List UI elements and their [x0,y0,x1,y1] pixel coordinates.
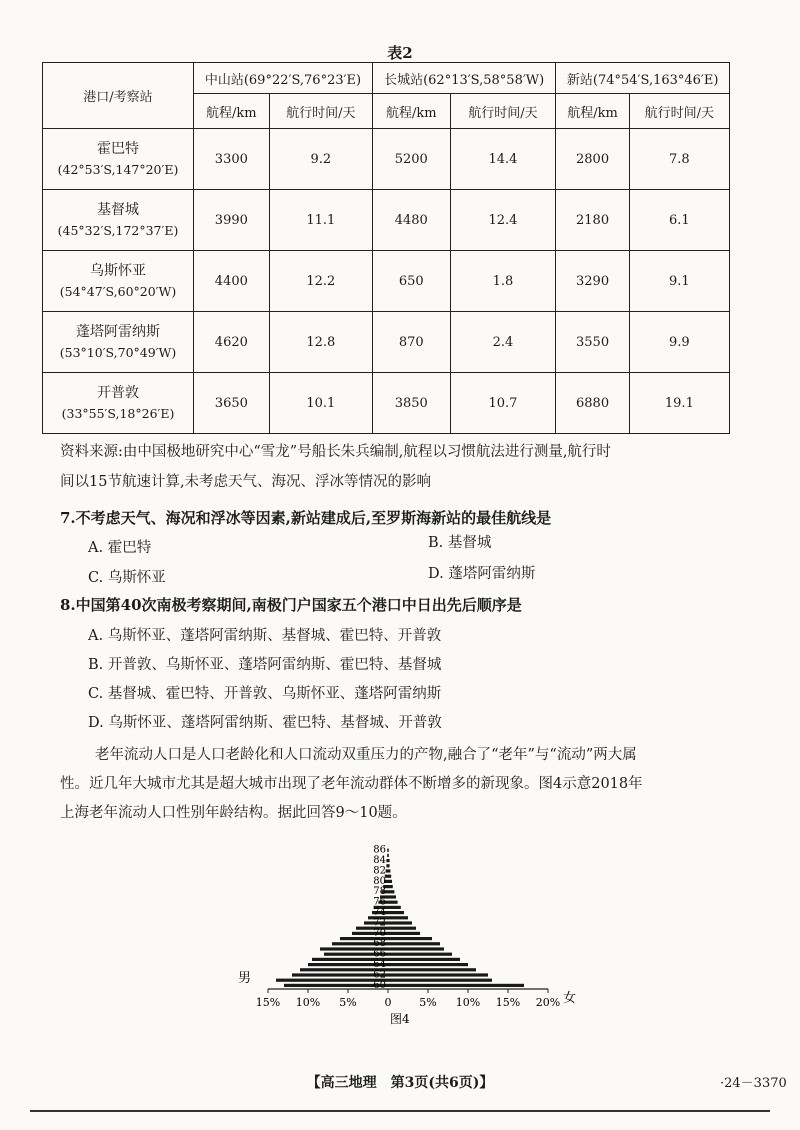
age-tick-label: 76 [373,896,386,908]
subheader-distance: 航程/km [556,94,629,129]
female-bar [388,921,412,924]
female-bar [388,864,390,867]
age-tick-label: 74 [373,907,386,918]
table-cell: 12.4 [450,190,556,251]
table-cell: 14.4 [450,129,556,190]
x-tick-label: 15% [255,996,281,1009]
table-cell: 19.1 [629,373,729,434]
table-cell: 2.4 [450,312,556,373]
age-tick-label: 60 [373,979,386,991]
x-tick-label: 10% [455,996,481,1009]
header-station-changcheng: 长城站(62°13′S,58°58′W) [372,63,555,94]
female-bar [388,984,524,987]
age-tick-label: 86 [373,844,386,856]
port-coord: (45°32′S,172°37′E) [57,223,179,238]
age-tick-label: 80 [373,875,386,887]
table-cell: 870 [372,312,450,373]
port-cell [43,312,194,373]
port-name: 霍巴特 [97,141,139,157]
table-cell: 10.1 [269,373,372,434]
table-cell: 6.1 [629,190,729,251]
male-bar [276,979,388,982]
exam-code: ·24－3370 [720,1076,787,1091]
header-station-new: 新站(74°54′S,163°46′E) [556,63,730,94]
port-cell [43,251,194,312]
age-tick-label: 64 [373,959,386,970]
table-cell: 1.8 [450,251,556,312]
subheader-distance: 航程/km [372,94,450,129]
route-table [42,62,730,434]
female-bar [388,869,390,872]
question-8-option-b[interactable]: B. 开普敦、乌斯怀亚、蓬塔阿雷纳斯、霍巴特、基督城 [88,657,442,673]
pyramid-bars [276,849,524,987]
x-tick-label: 0 [384,996,392,1009]
table-cell: 650 [372,251,450,312]
port-coord: (53°10′S,70°49′W) [59,345,177,360]
percent-axis [256,989,560,1009]
table-cell: 12.2 [269,251,372,312]
question-8-option-c[interactable]: C. 基督城、霍巴特、开普敦、乌斯怀亚、蓬塔阿雷纳斯 [88,686,442,702]
table-cell: 10.7 [450,373,556,434]
table-row [43,312,730,373]
table-cell: 3550 [556,312,629,373]
table-cell: 9.2 [269,129,372,190]
female-label: 女 [563,991,577,1006]
port-name: 蓬塔阿雷纳斯 [76,324,160,340]
female-bar [388,963,468,966]
header-port: 港口/考察站 [43,63,194,129]
question-8-stem: 8.中国第40次南极考察期间,南极门户国家五个港口中日出先后顺序是 [60,596,522,614]
table-note: 间以15节航速计算,未考虑天气、海况、浮冰等情况的影响 [60,474,432,490]
question-7-stem: 7.不考虑天气、海况和浮冰等因素,新站建成后,至罗斯海新站的最佳航线是 [60,509,552,527]
age-tick-label: 66 [373,948,386,960]
female-bar [388,942,440,945]
male-bar [386,864,388,867]
female-bar [388,890,394,893]
female-bar [388,906,401,909]
port-cell [43,129,194,190]
port-coord: (54°47′S,60°20′W) [59,284,177,299]
table-cell: 4620 [194,312,270,373]
male-bar [387,854,388,857]
female-bar [388,979,492,982]
female-bar [388,958,460,961]
table-cell: 3990 [194,190,270,251]
age-axis [373,845,386,991]
table-note: 资料来源:由中国极地研究中心“雪龙”号船长朱兵编制,航程以习惯航法进行测量,航行时 [60,444,611,460]
male-bar [386,859,388,862]
table-cell: 4400 [194,251,270,312]
x-tick-label: 20% [535,996,561,1009]
table-cell: 9.9 [629,312,729,373]
table-cell: 7.8 [629,129,729,190]
subheader-distance: 航程/km [194,94,270,129]
table-title: 表2 [387,44,413,62]
age-tick-label: 72 [373,917,386,929]
age-tick-label: 84 [373,855,386,866]
port-coord: (42°53′S,147°20′E) [57,162,179,177]
age-tick-label: 78 [373,886,386,898]
age-tick-label: 82 [373,865,386,877]
header-station-zhongshan: 中山站(69°22′S,76°23′E) [194,63,373,94]
male-label: 男 [238,971,252,986]
x-tick-label: 15% [495,996,521,1009]
passage-line: 上海老年流动人口性别年龄结构。据此回答9～10题。 [60,805,407,821]
female-bar [388,875,391,878]
female-bar [388,849,389,852]
female-bar [388,901,398,904]
figure-title: 图4 [390,1012,410,1026]
port-cell [43,190,194,251]
female-bar [388,932,420,935]
port-cell [43,373,194,434]
question-7-option-d[interactable]: D. 蓬塔阿雷纳斯 [428,566,536,582]
subheader-time: 航行时间/天 [629,94,729,129]
question-7-option-a[interactable]: A. 霍巴特 [88,540,152,556]
female-bar [388,859,390,862]
female-bar [388,973,488,976]
table-cell: 3850 [372,373,450,434]
port-name: 基督城 [97,202,139,218]
passage-line: 老年流动人口是人口老龄化和人口流动双重压力的产物,融合了“老年”与“流动”两大属 [95,747,637,763]
x-tick-label: 10% [295,996,321,1009]
port-coord: (33°55′S,18°26′E) [61,406,175,421]
table-cell: 5200 [372,129,450,190]
female-bar [388,953,452,956]
table-cell: 6880 [556,373,629,434]
table-cell: 3290 [556,251,629,312]
passage-line: 性。近几年大城市尤其是超大城市出现了老年流动群体不断增多的新现象。图4示意2018年 [60,776,643,792]
table-cell: 12.8 [269,312,372,373]
table-row [43,373,730,434]
table-cell: 2180 [556,190,629,251]
table-cell: 2800 [556,129,629,190]
subheader-time: 航行时间/天 [269,94,372,129]
female-bar [388,880,392,883]
x-tick-label: 5% [339,996,357,1009]
age-tick-label: 68 [373,938,386,950]
table-row [43,129,730,190]
male-bar [387,849,388,852]
table-row [43,190,730,251]
divider [30,1110,770,1112]
table-cell: 11.1 [269,190,372,251]
question-7-option-c[interactable]: C. 乌斯怀亚 [88,570,166,586]
female-bar [388,968,476,971]
female-bar [388,895,396,898]
port-name: 乌斯怀亚 [90,263,146,279]
table-cell: 3650 [194,373,270,434]
x-tick-label: 5% [419,996,437,1009]
table-cell: 4480 [372,190,450,251]
female-bar [388,854,389,857]
table-row [43,251,730,312]
table-cell: 3300 [194,129,270,190]
question-8-option-d[interactable]: D. 乌斯怀亚、蓬塔阿雷纳斯、霍巴特、基督城、开普敦 [88,715,442,731]
subheader-time: 航行时间/天 [450,94,556,129]
female-bar [388,947,444,950]
age-tick-label: 70 [373,927,386,939]
question-8-option-a[interactable]: A. 乌斯怀亚、蓬塔阿雷纳斯、基督城、霍巴特、开普敦 [88,628,442,644]
population-pyramid-chart [220,825,600,1030]
table-cell: 9.1 [629,251,729,312]
female-bar [388,885,393,888]
question-7-option-b[interactable]: B. 基督城 [428,535,492,551]
page-footer: 【高三地理 第3页(共6页)】 [306,1075,494,1091]
female-bar [388,937,432,940]
female-bar [388,916,408,919]
age-tick-label: 62 [373,969,386,981]
female-bar [388,927,416,930]
port-name: 开普敦 [97,385,139,401]
female-bar [388,911,404,914]
